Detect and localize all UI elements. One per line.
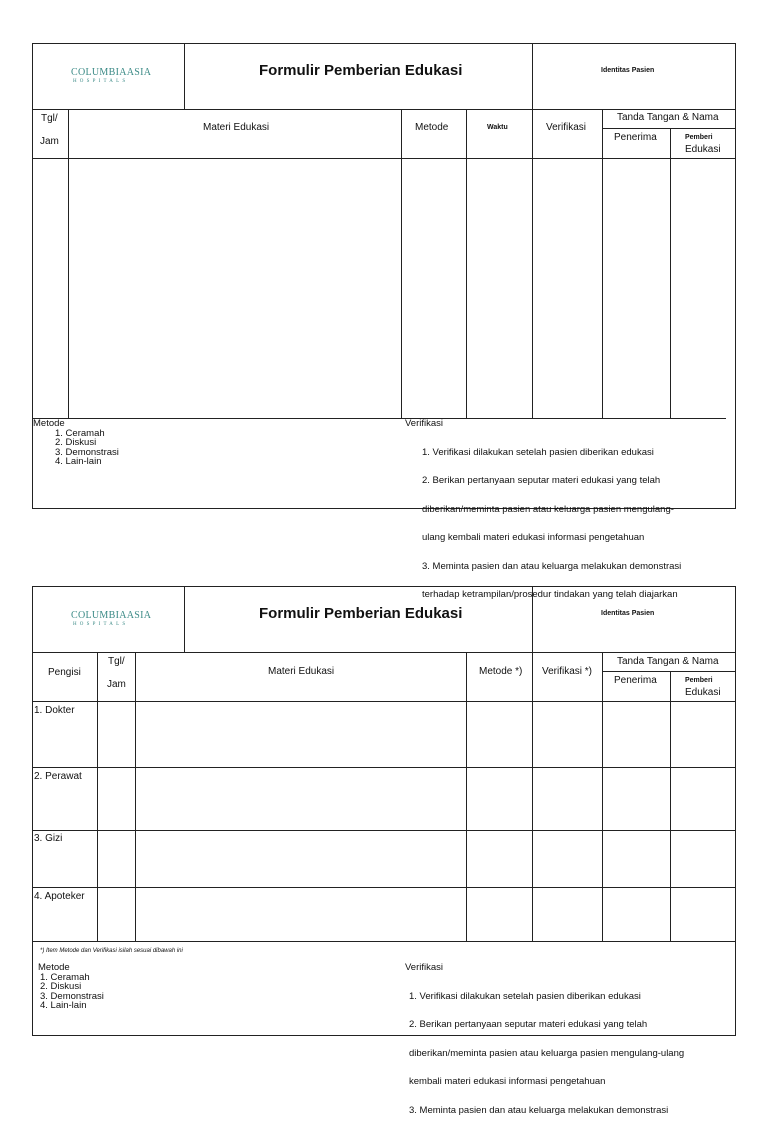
metode-legend xyxy=(38,963,104,1011)
col-edukasi: Edukasi xyxy=(685,687,721,698)
verifikasi-item: 2. Berikan pertanyaan seputar materi edukasi yang telah xyxy=(422,475,661,486)
verifikasi-item: 3. Meminta pasien dan atau keluarga melakukan demonstrasi xyxy=(422,560,682,572)
divider xyxy=(32,830,736,831)
col-pengisi: Pengisi xyxy=(48,667,81,678)
col-penerima: Penerima xyxy=(614,675,657,686)
divider xyxy=(68,109,69,418)
verifikasi-item: 1. Verifikasi dilakukan setelah pasien diberikan edukasi xyxy=(409,990,641,1002)
divider xyxy=(602,128,736,129)
divider xyxy=(670,128,671,418)
divider xyxy=(97,652,98,941)
divider xyxy=(602,109,603,418)
col-tgl: Tgl/ xyxy=(108,656,125,667)
divider xyxy=(602,671,736,672)
divider xyxy=(135,652,136,941)
patient-identity-label: Identitas Pasien xyxy=(601,610,655,617)
metode-item: 1. Ceramah xyxy=(40,971,90,983)
divider xyxy=(670,671,671,941)
verifikasi-legend xyxy=(405,963,684,1134)
verifikasi-item: kembali materi edukasi informasi pengetahuan xyxy=(409,1076,606,1087)
verifikasi-item: 1. Verifikasi dilakukan setelah pasien diberikan edukasi xyxy=(422,446,654,458)
metode-item: 2. Diskusi xyxy=(40,981,82,992)
col-materi: Materi Edukasi xyxy=(203,122,270,133)
form-title: Formulir Pemberian Edukasi xyxy=(259,62,463,79)
hospital-logo: COLUMBIAASIA xyxy=(71,67,152,78)
divider xyxy=(184,586,185,652)
metode-item: 4. Lain-lain xyxy=(55,456,102,467)
col-verifikasi: Verifikasi *) xyxy=(542,666,593,677)
divider xyxy=(32,887,736,888)
verifikasi-legend-title: Verifikasi xyxy=(405,418,444,429)
divider xyxy=(32,652,736,653)
col-metode: Metode xyxy=(415,122,449,133)
divider xyxy=(532,652,533,941)
footnote: *) Item Metode dan Verifikasi isilah sesuai dibawah ini xyxy=(40,948,183,954)
col-pemberi: Pemberi xyxy=(685,134,713,141)
col-verifikasi: Verifikasi xyxy=(546,122,587,133)
col-pemberi: Pemberi xyxy=(685,677,713,684)
col-metode: Metode *) xyxy=(479,666,523,677)
divider xyxy=(184,43,185,109)
divider xyxy=(32,701,736,702)
col-tanda-tangan: Tanda Tangan & Nama xyxy=(617,656,719,667)
metode-item: 3. Demonstrasi xyxy=(55,446,119,458)
verifikasi-legend-title: Verifikasi xyxy=(405,962,444,973)
hospital-logo: COLUMBIAASIA xyxy=(71,610,152,621)
metode-item: 1. Ceramah xyxy=(55,427,105,439)
divider xyxy=(532,43,533,109)
divider xyxy=(32,941,736,942)
col-jam: Jam xyxy=(107,679,126,690)
metode-legend-title: Metode xyxy=(38,962,70,973)
metode-legend-title: Metode xyxy=(33,418,65,429)
divider xyxy=(32,158,736,159)
col-materi: Materi Edukasi xyxy=(268,666,335,677)
metode-item: 3. Demonstrasi xyxy=(40,990,104,1002)
verifikasi-item: diberikan/meminta pasien atau keluarga pasien mengulang-ulang xyxy=(409,1047,685,1059)
col-tanda-tangan: Tanda Tangan & Nama xyxy=(617,112,719,123)
divider xyxy=(32,109,736,110)
verifikasi-item: 2. Berikan pertanyaan seputar materi edukasi yang telah xyxy=(409,1019,648,1030)
divider xyxy=(602,652,603,941)
col-jam: Jam xyxy=(40,136,59,147)
divider xyxy=(466,109,467,418)
hospital-logo-subtitle: HOSPITALS xyxy=(73,79,129,84)
divider xyxy=(401,109,402,418)
row-perawat: 2. Perawat xyxy=(34,771,82,782)
divider xyxy=(532,109,533,418)
verifikasi-item: ulang kembali materi edukasi informasi pengetahuan xyxy=(422,532,645,543)
patient-identity-label: Identitas Pasien xyxy=(601,67,655,74)
divider xyxy=(532,586,533,652)
col-penerima: Penerima xyxy=(614,132,657,143)
verifikasi-item: diberikan/meminta pasien atau keluarga pasien mengulang- xyxy=(422,503,674,515)
metode-legend xyxy=(33,419,119,467)
col-tgl: Tgl/ xyxy=(41,113,58,124)
row-apoteker: 4. Apoteker xyxy=(34,891,85,902)
col-waktu: Waktu xyxy=(487,124,508,131)
divider xyxy=(466,652,467,941)
metode-item: 2. Diskusi xyxy=(55,437,97,448)
row-gizi: 3. Gizi xyxy=(34,833,63,844)
col-edukasi: Edukasi xyxy=(685,144,721,155)
row-dokter: 1. Dokter xyxy=(34,705,75,716)
verifikasi-item: terhadap ketrampilan/prosedur tindakan yang telah diajarkan xyxy=(422,589,678,600)
verifikasi-item: 3. Meminta pasien dan atau keluarga melakukan demonstrasi xyxy=(409,1104,669,1116)
divider xyxy=(32,767,736,768)
form-title: Formulir Pemberian Edukasi xyxy=(259,605,463,622)
metode-item: 4. Lain-lain xyxy=(40,1000,87,1011)
hospital-logo-subtitle: HOSPITALS xyxy=(73,622,129,627)
